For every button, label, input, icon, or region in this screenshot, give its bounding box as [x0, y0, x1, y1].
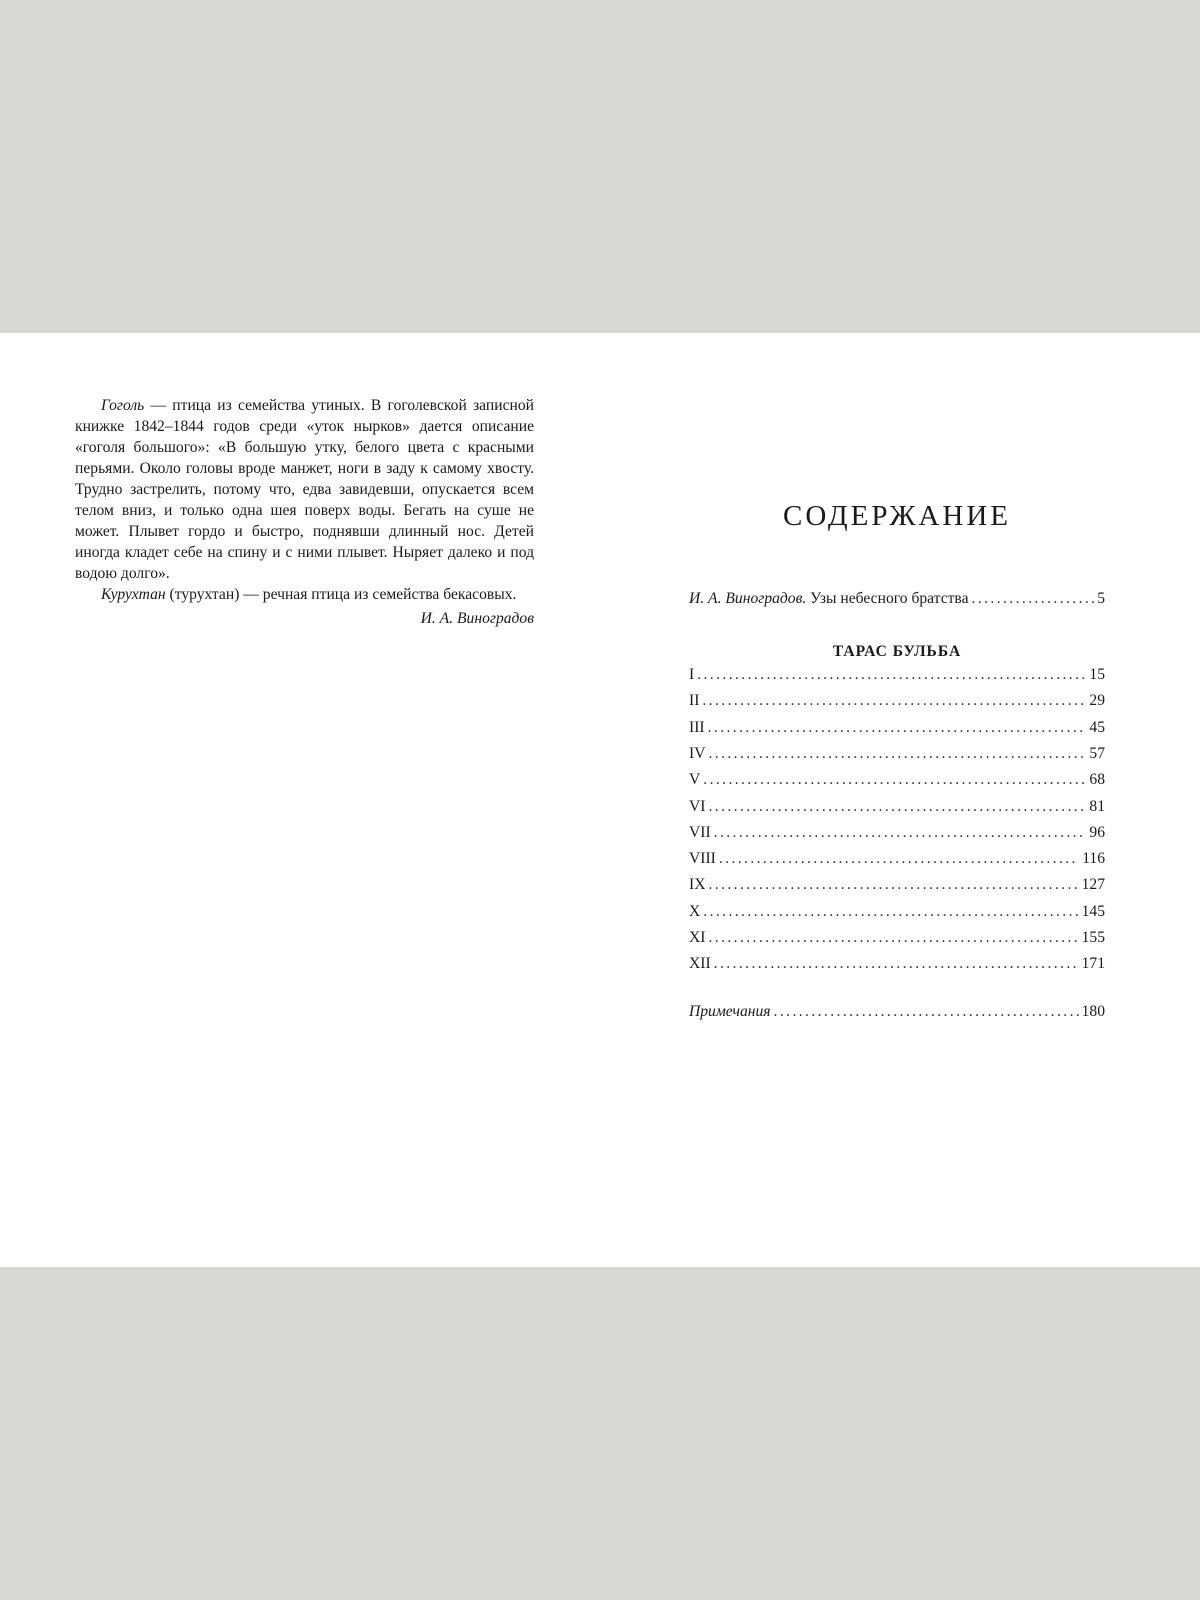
toc-entry-label: IV	[689, 744, 706, 762]
toc-entry-page: 127	[1081, 876, 1105, 894]
toc-entry-label: V	[689, 771, 701, 789]
note-text: — птица из семейства утиных. В гоголевской записной книжке 1842–1844 годов среди «уток нырков» дается описание «гоголя большого»: «В большую утку, белого цвета с красными перьями. Около головы вроде манжет, ноги в заду к самому хвосту. Трудно застрелить, потому что, едва завидевши, опускается всем телом вниз, и только одна шея поверх воды. Бегать на суше не может. Плывет гордо и быстро, поднявши длинный нос. Детей иногда кладет себе на спину и с ними плывет. Ныряет далеко и под водою долго».	[75, 397, 534, 582]
toc-entry-intro[interactable]	[689, 588, 1105, 610]
toc-intro-author: И. А. Виноградов.	[689, 590, 807, 607]
toc-entry-label: IX	[689, 876, 706, 894]
toc-entry-label: I	[689, 666, 695, 683]
toc-entry-page: 5	[1097, 590, 1105, 607]
toc-entry-chapter[interactable]	[689, 690, 1105, 712]
dot-leader	[708, 874, 1078, 896]
toc-entry-page: 96	[1089, 823, 1105, 841]
toc-entry-page: 155	[1081, 929, 1105, 946]
toc-entry-page: 68	[1089, 771, 1105, 789]
notes-page	[75, 395, 534, 629]
toc-entry-chapter[interactable]	[689, 953, 1105, 975]
dot-leader	[703, 769, 1086, 791]
dot-leader	[708, 743, 1086, 765]
toc-entry-page: 171	[1081, 955, 1105, 973]
toc-entry-page: 15	[1089, 666, 1105, 683]
toc-entry-label: VI	[689, 797, 706, 815]
toc-entry-page: 81	[1089, 797, 1105, 815]
toc-entry-chapter[interactable]	[689, 874, 1105, 896]
toc-intro-title: Узы небесного братства	[806, 590, 969, 607]
note-text: (турухтан) — речная птица из семейства бекасовых.	[165, 586, 517, 603]
toc-entry-label: II	[689, 692, 700, 710]
toc-entry-page: 145	[1081, 902, 1105, 920]
toc-section-heading: ТАРАС БУЛЬБА	[832, 643, 962, 660]
toc-entry-label: XII	[689, 955, 711, 973]
dot-leader	[708, 796, 1086, 818]
toc-entry-notes[interactable]	[689, 1001, 1105, 1023]
dot-leader	[972, 588, 1095, 610]
toc-entry-label: III	[689, 718, 705, 736]
toc-entry-label: XI	[689, 929, 706, 946]
dot-leader	[714, 822, 1087, 844]
toc-entry-page: 57	[1089, 744, 1105, 762]
toc-entry-chapter[interactable]	[689, 664, 1105, 686]
toc-entry-page: 29	[1089, 692, 1105, 710]
toc-entry-chapter[interactable]	[689, 848, 1105, 870]
dot-leader	[708, 927, 1078, 949]
note-kurukhtan	[75, 584, 534, 605]
note-term: Гоголь	[101, 397, 145, 414]
dot-leader	[714, 953, 1079, 975]
dot-leader	[708, 717, 1087, 739]
toc-entry-chapter[interactable]	[689, 901, 1105, 923]
toc-entry-chapter[interactable]	[689, 769, 1105, 791]
notes-signature: И. А. Виноградов	[420, 610, 534, 627]
note-term: Курухтан	[101, 586, 166, 603]
toc-entry-page: 180	[1081, 1003, 1105, 1020]
dot-leader	[697, 664, 1086, 686]
toc-entry-page: 45	[1089, 718, 1105, 736]
dot-leader	[774, 1001, 1079, 1023]
toc-entry-chapter[interactable]	[689, 796, 1105, 818]
toc-entry-label: Примечания	[689, 1003, 771, 1020]
toc-entry-page: 116	[1082, 850, 1105, 868]
toc-entry-label: X	[689, 902, 701, 920]
toc-entry-label: VIII	[689, 850, 716, 868]
dot-leader	[719, 848, 1079, 870]
dot-leader	[702, 690, 1086, 712]
dot-leader	[703, 901, 1078, 923]
toc-entry-chapter[interactable]	[689, 717, 1105, 739]
book-spread	[0, 333, 1200, 1267]
toc-entry-chapter[interactable]	[689, 743, 1105, 765]
toc-entry-label	[689, 588, 969, 610]
toc-entry-chapter[interactable]	[689, 927, 1105, 949]
toc-entry-label: VII	[689, 823, 711, 841]
toc-entry-chapter[interactable]	[689, 822, 1105, 844]
toc-title: СОДЕРЖАНИЕ	[783, 500, 1011, 532]
note-gogol	[75, 395, 534, 584]
